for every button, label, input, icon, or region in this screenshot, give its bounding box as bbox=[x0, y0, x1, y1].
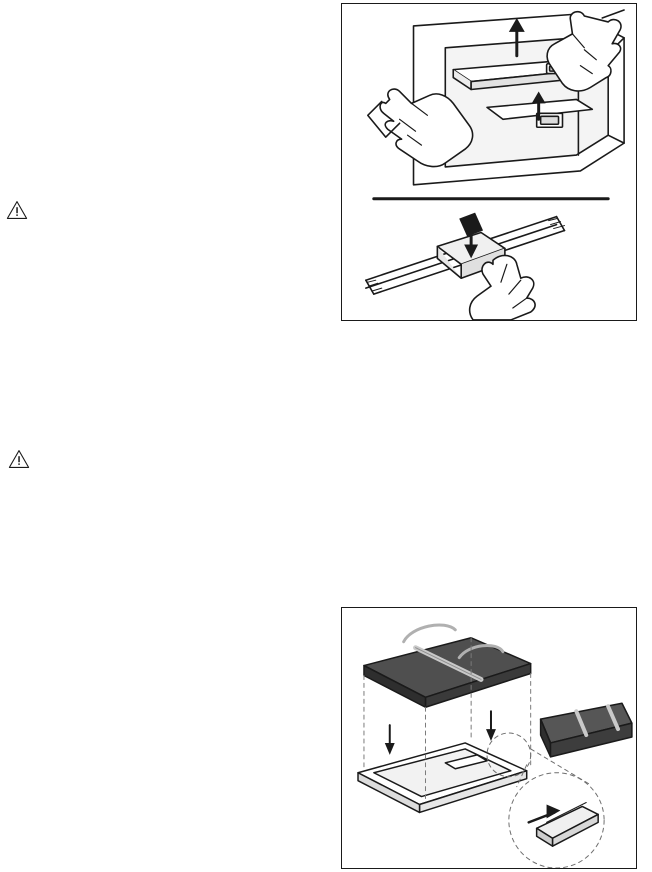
figure-filter-removal bbox=[341, 3, 637, 321]
figure-charcoal-filter-fitting bbox=[341, 607, 637, 869]
warning-triangle-icon bbox=[8, 449, 30, 469]
warning-triangle-icon bbox=[6, 200, 28, 220]
